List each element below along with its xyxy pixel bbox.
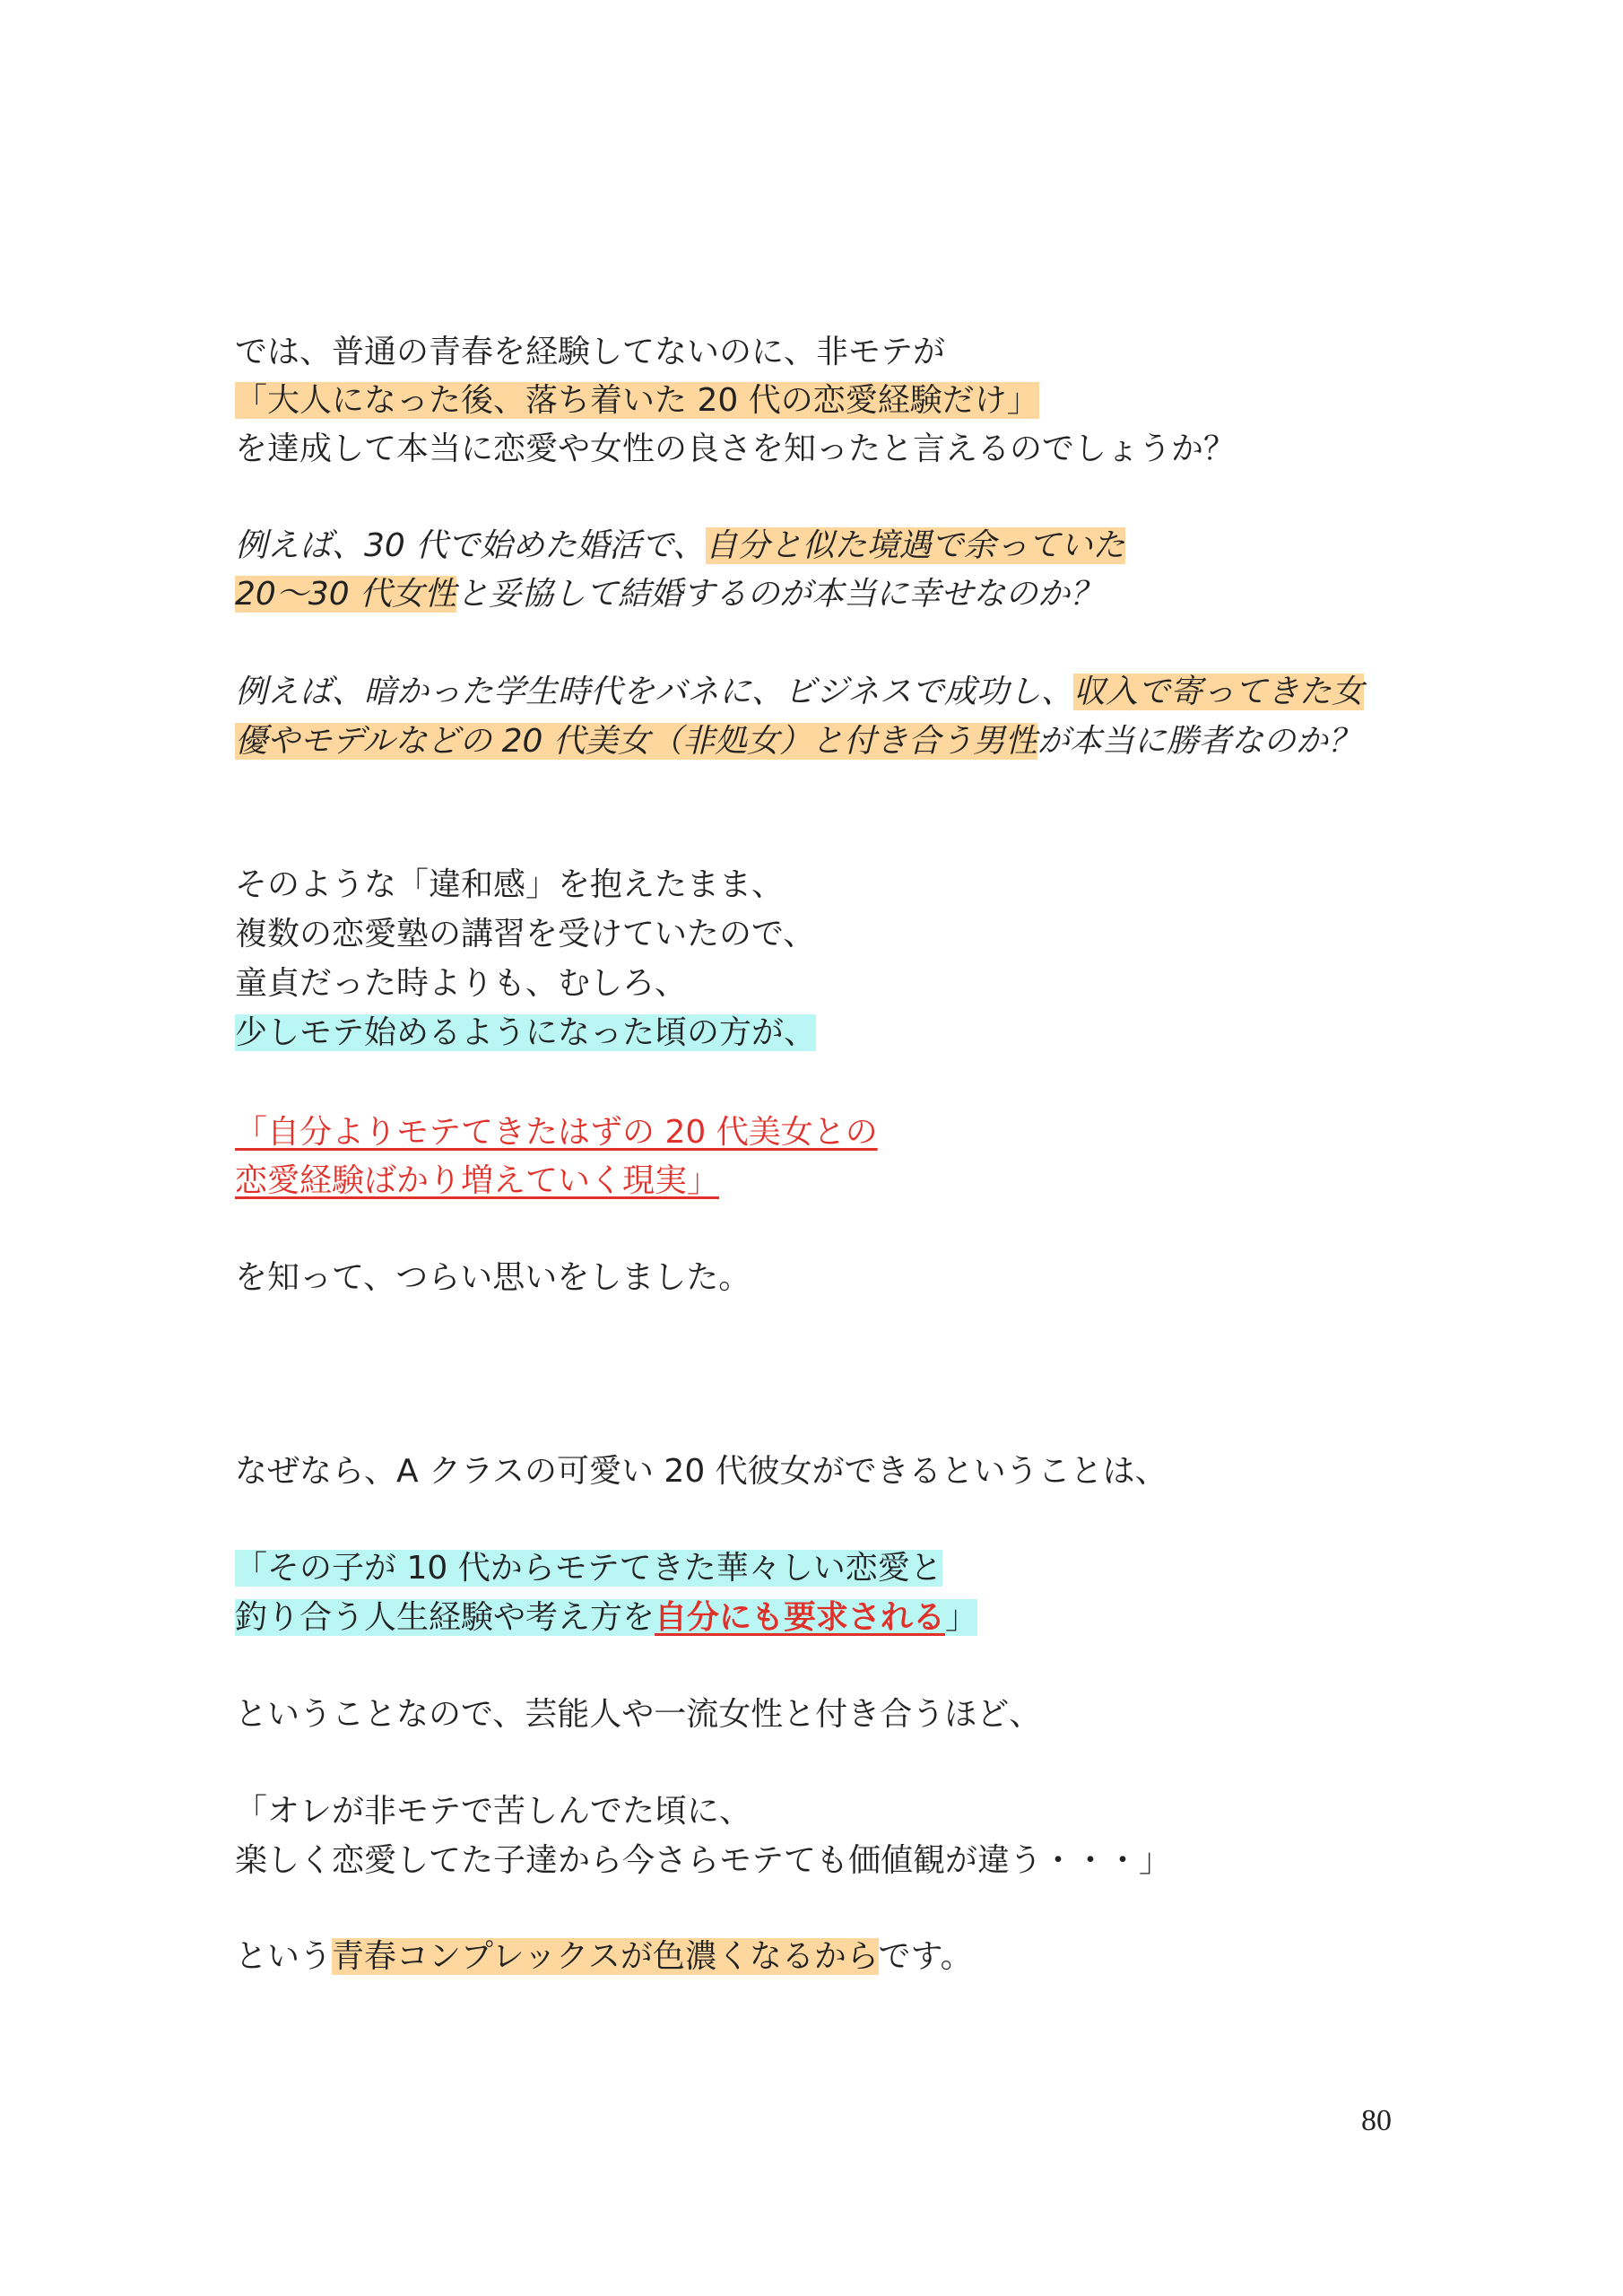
p2-line2-highlight: 20〜30 代女性 bbox=[235, 576, 457, 613]
p3-line1 bbox=[235, 668, 1364, 717]
p7-line1 bbox=[235, 1448, 1167, 1496]
p5-line2 bbox=[235, 1157, 719, 1205]
p11-line1-highlight: 青春コンプレックスが色濃くなるから bbox=[332, 1938, 879, 1975]
p8-line2 bbox=[235, 1594, 977, 1642]
p10-line1 bbox=[235, 1787, 751, 1836]
p8-line1 bbox=[235, 1544, 942, 1593]
p4-line3 bbox=[235, 960, 687, 1008]
p6-line1-text: を知って、つらい思いをしました。 bbox=[235, 1259, 751, 1296]
p3-line2 bbox=[235, 718, 1360, 766]
p1-line3 bbox=[235, 425, 1236, 474]
p4-line4 bbox=[235, 1009, 816, 1057]
p3-line1-highlight: 収入で寄ってきた女 bbox=[1072, 674, 1364, 710]
p4-line1 bbox=[235, 861, 784, 909]
p10-line2 bbox=[235, 1837, 1171, 1885]
p8-line2-highlight bbox=[235, 1599, 977, 1636]
p1-line1-text: では、普通の青春を経験してないのに、非モテが bbox=[235, 334, 946, 370]
p4-line4-highlight: 少しモテ始めるようになった頃の方が、 bbox=[235, 1014, 817, 1051]
p3-line1-text: 例えば、暗かった学生時代をバネに、ビジネスで成功し、 bbox=[235, 674, 1073, 710]
p4-line2-text: 複数の恋愛塾の講習を受けていたので、 bbox=[235, 916, 816, 952]
p1-highlight-quote: 「大人になった後、落ち着いた 20 代の恋愛経験だけ」 bbox=[235, 382, 1039, 419]
p1-line1 bbox=[235, 328, 945, 377]
p2-line1-highlight: 自分と似た境遇で余っていた bbox=[705, 527, 1125, 564]
p4-line1-text: そのような「違和感」を抱えたまま、 bbox=[235, 866, 785, 903]
p2-line2 bbox=[235, 570, 1102, 619]
p3-line2-highlight: 優やモデルなどの 20 代美女（非処女）と付き合う男性 bbox=[235, 723, 1037, 760]
p8-line1-highlight: 「その子が 10 代からモテてきた華々しい恋愛と bbox=[235, 1550, 942, 1587]
p8-line2-text: 釣り合う人生経験や考え方を bbox=[235, 1599, 655, 1636]
p10-line1-text: 「オレが非モテで苦しんでた頃に、 bbox=[235, 1793, 752, 1830]
p9-line1-text: ということなので、芸能人や一流女性と付き合うほど、 bbox=[235, 1696, 1042, 1733]
page-number: 80 bbox=[1361, 2104, 1392, 2137]
p5-line2-red-quote: 恋愛経験ばかり増えていく現実」 bbox=[235, 1162, 720, 1199]
p1-line3-text: を達成して本当に恋愛や女性の良さを知ったと言えるのでしょうか？ bbox=[235, 430, 1237, 467]
p10-line2-text: 楽しく恋愛してた子達から今さらモテても価値観が違う・・・」 bbox=[235, 1842, 1172, 1879]
p8-line2-red-emphasis: 自分にも要求される bbox=[655, 1599, 946, 1636]
p4-line3-text: 童貞だった時よりも、むしろ、 bbox=[235, 965, 688, 1002]
p8-line2-close-quote: 」 bbox=[945, 1599, 978, 1636]
p11-line1 bbox=[235, 1933, 973, 1981]
p9-line1 bbox=[235, 1691, 1041, 1739]
p4-line2 bbox=[235, 910, 815, 959]
p2-line1 bbox=[235, 522, 1125, 570]
p11-line1-text: という bbox=[235, 1938, 333, 1975]
p7-line1-text: なぜなら、A クラスの可愛い 20 代彼女ができるということは、 bbox=[235, 1453, 1167, 1490]
p2-line2-text: と妥協して結婚するのが本当に幸せなのか？ bbox=[456, 576, 1103, 613]
p1-line2 bbox=[235, 377, 1039, 425]
p2-line1-text: 例えば、30 代で始めた婚活で、 bbox=[235, 527, 706, 564]
p5-line1-red-quote: 「自分よりモテてきたはずの 20 代美女との bbox=[235, 1114, 878, 1151]
p6-line1 bbox=[235, 1254, 751, 1302]
p5-line1 bbox=[235, 1109, 878, 1157]
p11-line1-end: です。 bbox=[878, 1938, 973, 1975]
p3-line2-text: が本当に勝者なのか？ bbox=[1037, 723, 1360, 760]
